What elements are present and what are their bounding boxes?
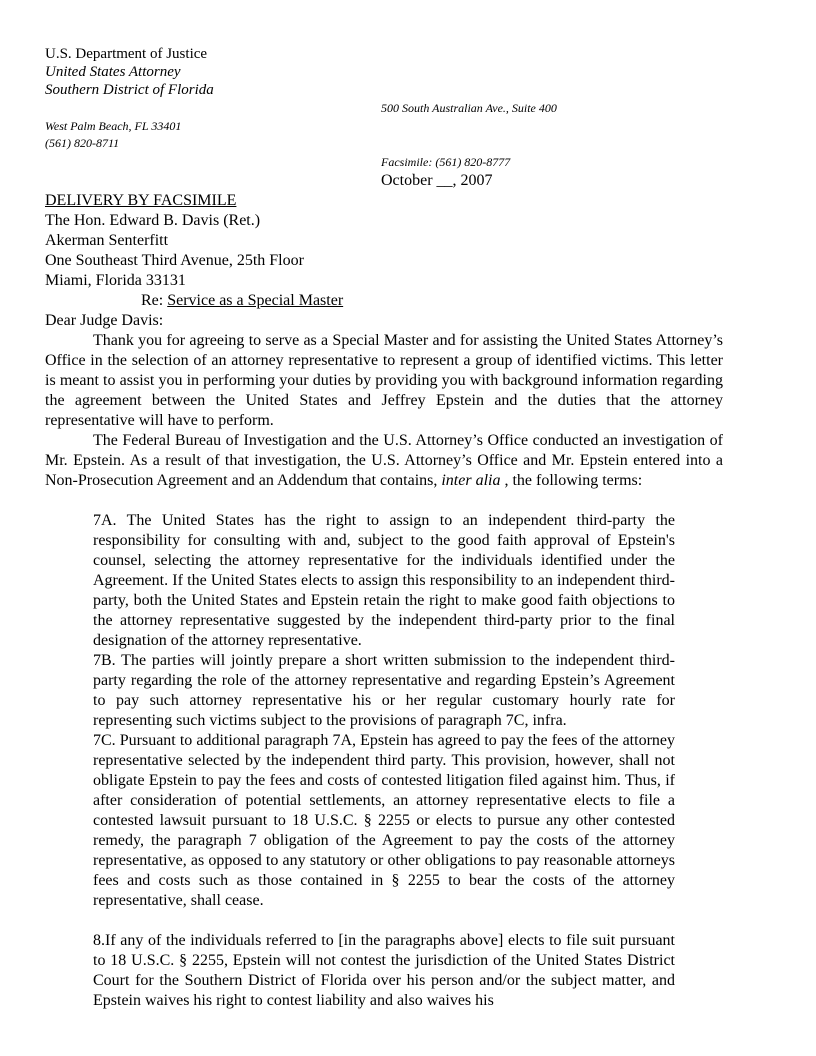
salutation: Dear Judge Davis:: [45, 312, 164, 329]
district-name: Southern District of Florida: [45, 82, 214, 98]
addressee-name: The Hon. Edward B. Davis (Ret.): [45, 212, 261, 229]
office-city: West Palm Beach, FL 33401: [45, 119, 182, 133]
delivery-method: DELIVERY BY FACSIMILE: [45, 192, 237, 209]
paragraph-background-text: The Federal Bureau of Investigation and the U.S. Attorney’s Office conducted an investigation of Mr. Epstein. As a result of that investigation, the U.S. Attorney’s Office and Mr. Epstein entered into a Non-Prosecution Agreement and an Addendum that contains,: [45, 432, 723, 489]
paragraph-introduction-text: Thank you for agreeing to serve as a Special Master and for assisting the United States Attorney’s Office in the selection of an attorney representative to represent a group of identified victims. This letter is meant to assist you in performing your duties by providing you with background information regarding the agreement between the United States and Jeffrey Epstein and the duties that the attorney representative will have to perform.: [45, 332, 723, 429]
paragraph-background-latin: inter alia: [441, 472, 501, 489]
term-7a: 7A. The United States has the right to assign to an independent third-party the responsibility for consulting with and, subject to the good faith approval of Epstein's counsel, selecting the attorney representative for the individuals identified under the Agreement. If the United States elects to assign this responsibility to an independent third-party, both the United States and Epstein retain the right to make good faith objections to the attorney representative suggested by the independent third-party prior to the final designation of the attorney representative.: [93, 512, 675, 649]
paragraph-background-tail: , the following terms:: [500, 472, 643, 489]
paragraph-introduction: [45, 331, 723, 431]
re-line: [141, 291, 343, 311]
letter-date: October __, 2007: [381, 172, 493, 189]
paragraph-background: [45, 431, 723, 491]
term-8: 8.If any of the individuals referred to [in the paragraphs above] elects to file suit pursuant to 18 U.S.C. § 2255, Epstein will not contest the jurisdiction of the United States District Court for the Southern District of Florida over his person and/or the subject matter, and Epstein waives his right to contest liability and also waives his: [93, 932, 675, 1009]
addressee-city: Miami, Florida 33131: [45, 272, 186, 289]
office-name: United States Attorney: [45, 64, 181, 80]
re-label: Re:: [141, 292, 168, 309]
office-facsimile: Facsimile: (561) 820-8777: [381, 155, 511, 169]
re-subject: Service as a Special Master: [167, 292, 344, 309]
term-7c: 7C. Pursuant to additional paragraph 7A, Epstein has agreed to pay the fees of the attorney representative selected by the independent third party. This provision, however, shall not obligate Epstein to pay the fees and costs of contested litigation filed against him. Thus, if after consideration of potential settlements, an attorney representative elects to file a contested lawsuit pursuant to 18 U.S.C. § 2255 or elects to pursue any other contested remedy, the paragraph 7 obligation of the Agreement to pay the costs of the attorney representative, as opposed to any statutory or other obligations to pay reasonable attorneys fees and costs such as those contained in § 2255 to bear the costs of the attorney representative, shall cease.: [93, 732, 675, 909]
addressee-firm: Akerman Senterfitt: [45, 232, 169, 249]
office-street-address: 500 South Australian Ave., Suite 400: [381, 101, 557, 115]
addressee-street: One Southeast Third Avenue, 25th Floor: [45, 252, 304, 269]
term-7b: 7B. The parties will jointly prepare a short written submission to the independent third-party regarding the role of the attorney representative and regarding Epstein’s Agreement to pay such attorney representative his or her regular customary hourly rate for representing such victims subject to the provisions of paragraph 7C, infra.: [93, 652, 675, 729]
department-name: U.S. Department of Justice: [45, 46, 208, 62]
office-phone: (561) 820-8711: [45, 136, 120, 150]
